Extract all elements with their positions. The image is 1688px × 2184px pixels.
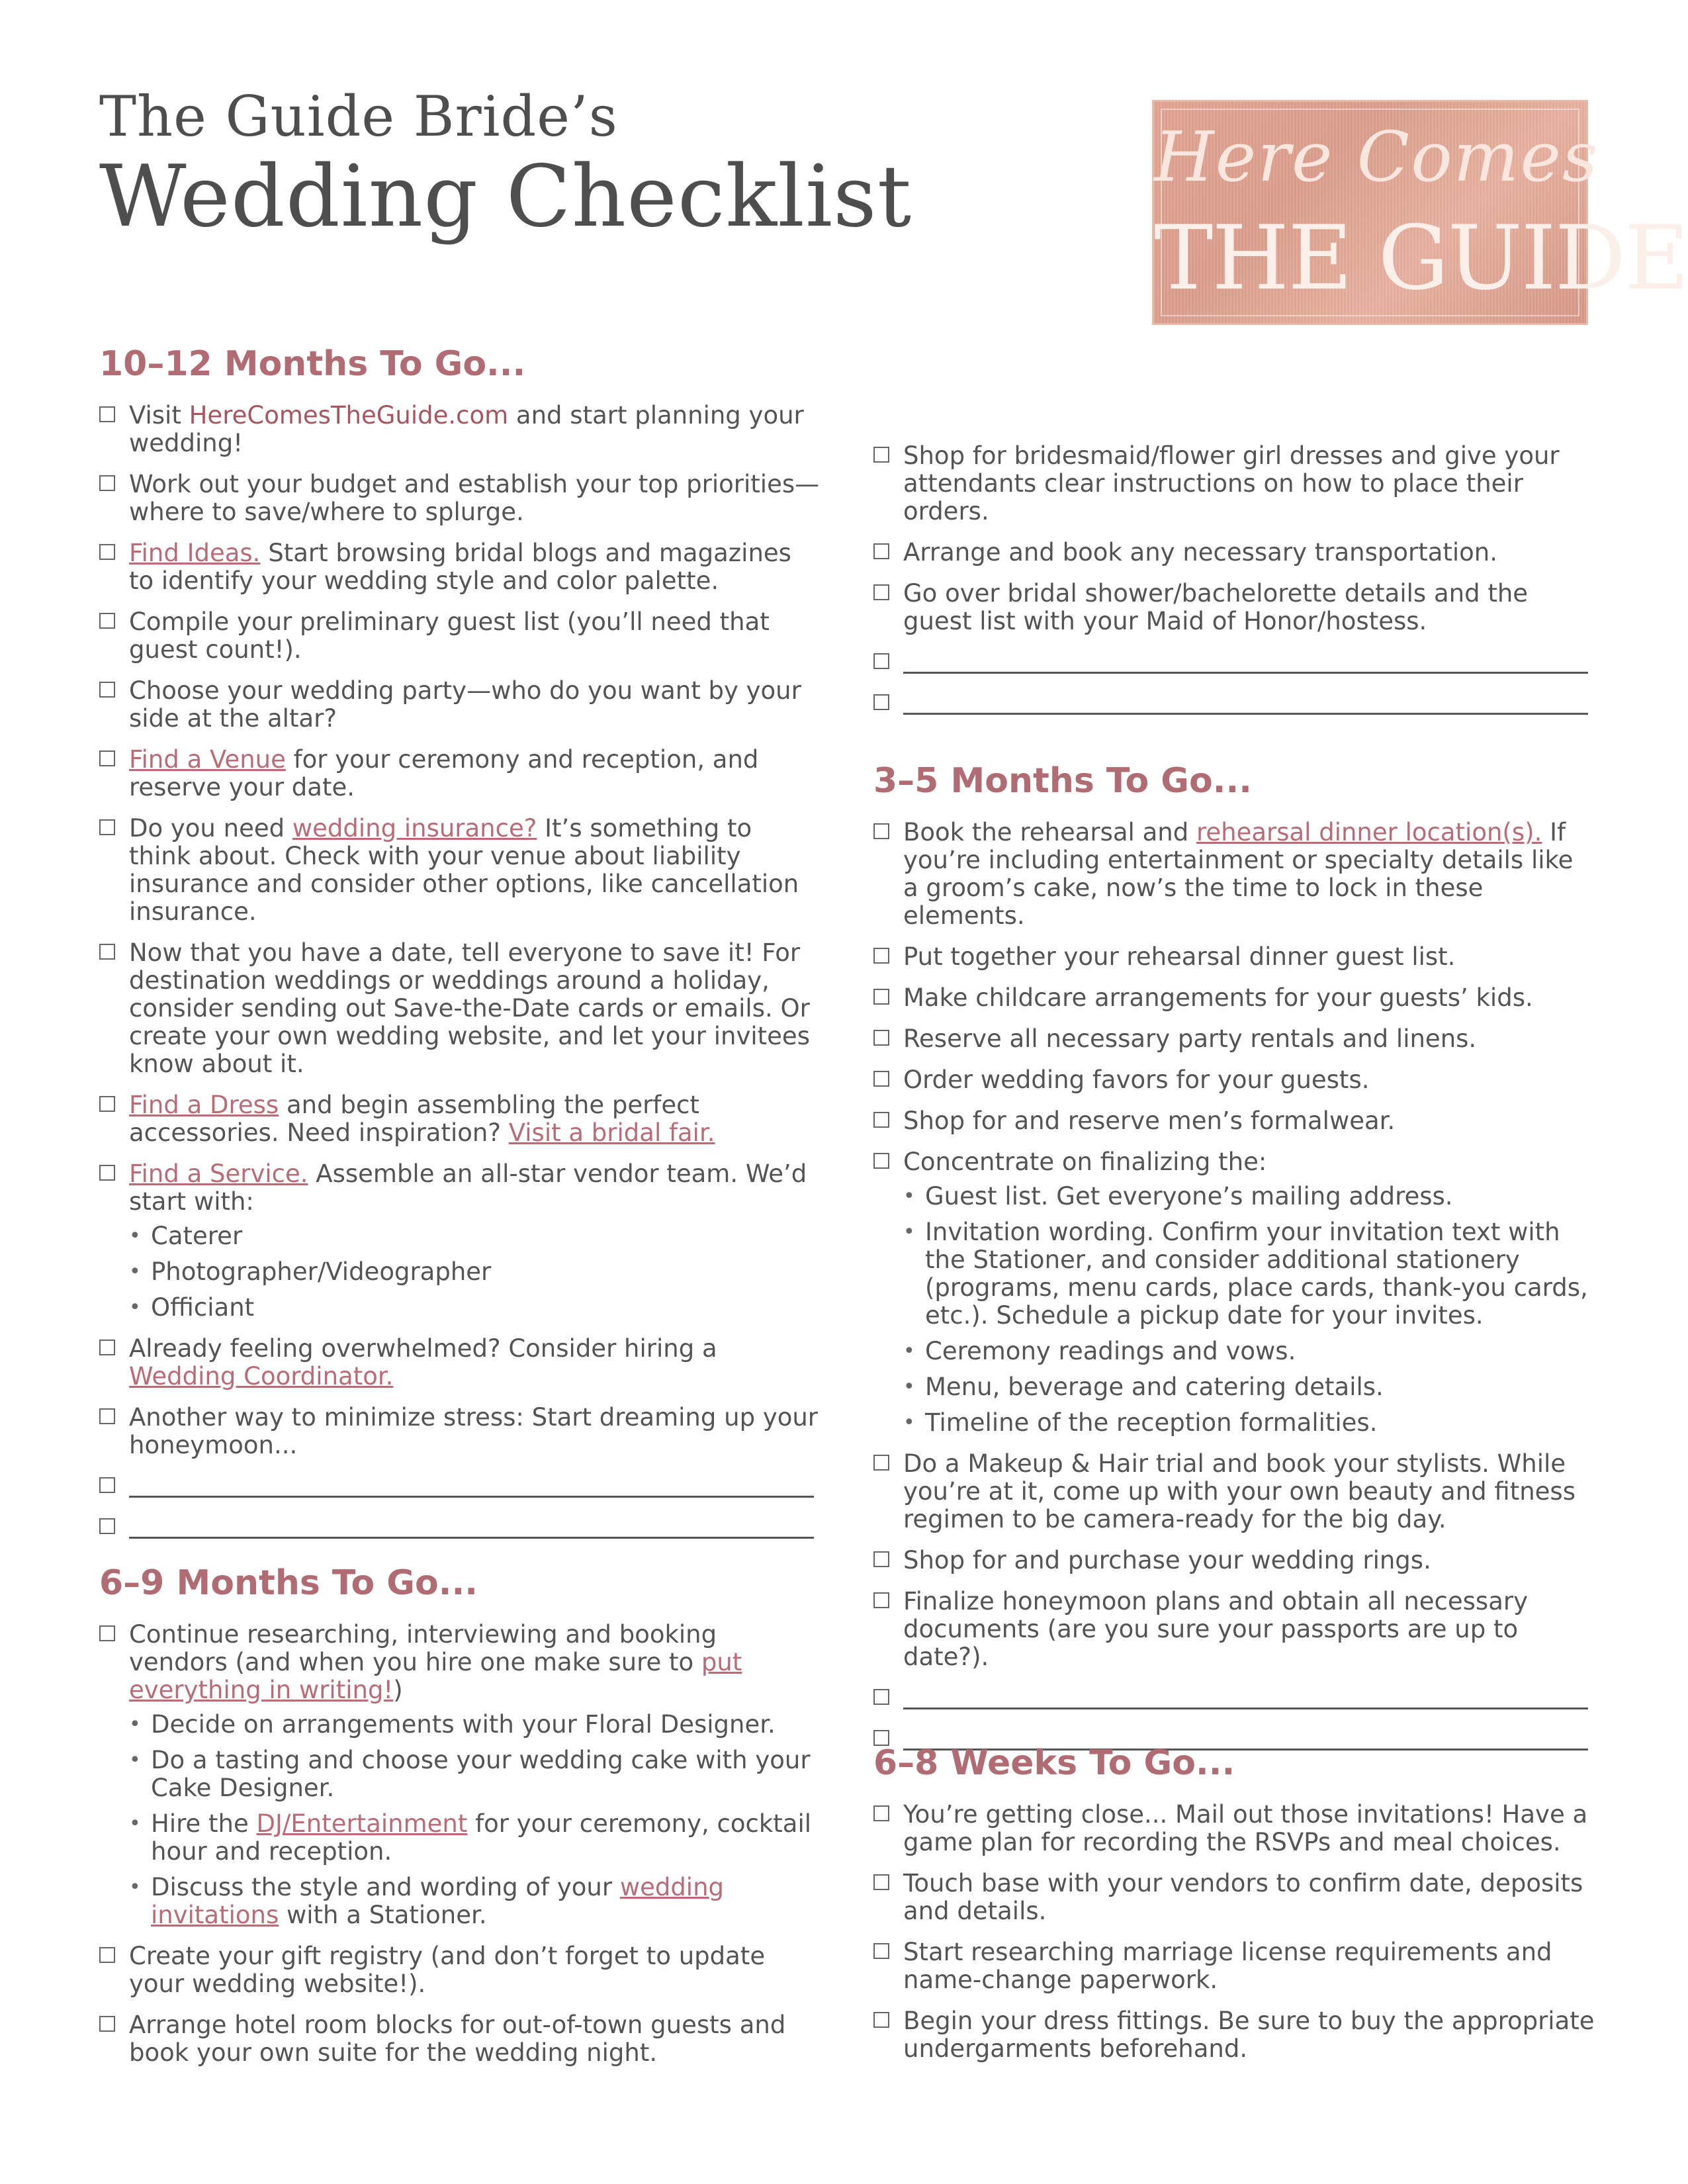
checkbox[interactable]	[873, 447, 889, 463]
checklist-item	[873, 1148, 1595, 1437]
checkbox[interactable]	[873, 584, 889, 600]
here-comes-the-guide-logo	[1152, 100, 1688, 325]
logo-main-text: THE GUIDE	[1154, 206, 1688, 310]
bullet-item	[129, 1874, 821, 1929]
item-text: and begin assembling the perfect accessories. Need inspiration?	[129, 1091, 699, 1147]
blank-checklist-item	[873, 690, 1595, 717]
item-text: Already feeling overwhelmed? Consider hiring a	[129, 1334, 717, 1363]
checklist-item	[99, 815, 821, 926]
checklist-item	[873, 1107, 1595, 1135]
item-text: Choose your wedding party—who do you want by your side at the altar?	[129, 676, 801, 733]
write-in-line[interactable]	[903, 713, 1588, 715]
blank-checklist-item	[99, 1473, 821, 1500]
item-text: Do a Makeup & Hair trial and book your stylists. While you’re at it, come up with your own beauty and fitness regimen to be camera-ready for the big day.	[903, 1449, 1576, 1533]
bullet-item	[129, 1810, 821, 1866]
item-text: Reserve all necessary party rentals and linens.	[903, 1024, 1477, 1053]
checklist-item	[99, 1942, 821, 1998]
item-text: Arrange hotel room blocks for out-of-town guests and book your own suite for the wedding night.	[129, 2011, 786, 2067]
checkbox[interactable]	[873, 823, 889, 839]
checklist-item	[99, 1091, 821, 1147]
item-text: for your ceremony and reception, and reserve your date.	[129, 745, 759, 801]
checkbox[interactable]	[873, 1551, 889, 1567]
checkbox[interactable]	[99, 613, 115, 629]
checklist-item	[99, 1621, 821, 1929]
item-text: Make childcare arrangements for your guests’ kids.	[903, 983, 1533, 1012]
bullet-item: • Guest list. Get everyone’s mailing address.	[903, 1183, 1595, 1210]
herecomestheguide-link[interactable]: HereComesTheGuide.com	[189, 401, 509, 430]
bullet-list	[129, 1711, 821, 1929]
checkbox[interactable]	[99, 2016, 115, 2032]
bullet-list	[903, 1183, 1595, 1437]
item-text: Go over bridal shower/bachelorette details and the guest list with your Maid of Honor/hostess.	[903, 579, 1529, 635]
checklist-item	[873, 1588, 1595, 1671]
checkbox[interactable]	[99, 1518, 115, 1534]
checkbox[interactable]	[99, 1625, 115, 1641]
bullet-item: • Officiant	[129, 1294, 821, 1322]
bullet-item: • Ceremony readings and vows.	[903, 1338, 1595, 1365]
bullet-item: • Menu, beverage and catering details.	[903, 1373, 1595, 1401]
checkbox[interactable]	[99, 1096, 115, 1112]
page-title: Wedding Checklist	[99, 148, 912, 246]
checkbox[interactable]	[873, 2012, 889, 2028]
find-a-dress-link[interactable]: Find a Dress	[129, 1091, 279, 1119]
checkbox[interactable]	[873, 653, 889, 669]
checkbox[interactable]	[873, 1689, 889, 1705]
checkbox[interactable]	[873, 989, 889, 1005]
checklist-item	[873, 943, 1595, 971]
checklist-item	[99, 677, 821, 733]
checkbox[interactable]	[873, 543, 889, 559]
checkbox[interactable]	[99, 1477, 115, 1493]
checkbox[interactable]	[99, 944, 115, 960]
checkbox[interactable]	[873, 1874, 889, 1890]
item-text: Book the rehearsal and	[903, 818, 1196, 846]
checklist-item	[873, 1066, 1595, 1094]
bullet-text: Discuss the style and wording of your	[151, 1873, 620, 1901]
checkbox[interactable]	[873, 948, 889, 964]
find-ideas-link[interactable]: Find Ideas.	[129, 539, 261, 567]
put-everything-in-writing-link[interactable]: put everything in writing!	[129, 1648, 742, 1704]
item-text: Do you need	[129, 814, 292, 842]
bullet-text: Do a tasting and choose your wedding cake with your Cake Designer.	[151, 1746, 811, 1802]
section-3-5-months	[873, 760, 1595, 1766]
dj-entertainment-link[interactable]: DJ/Entertainment	[256, 1809, 468, 1838]
checkbox[interactable]	[99, 1947, 115, 1963]
checklist-item	[99, 539, 821, 595]
checklist-item	[99, 1404, 821, 1459]
item-text: Shop for bridesmaid/flower girl dresses and give your attendants clear instructions on how to place their orders.	[903, 441, 1560, 525]
item-text: Arrange and book any necessary transportation.	[903, 538, 1498, 567]
checkbox[interactable]	[99, 1340, 115, 1355]
blank-checklist-item	[873, 649, 1595, 676]
section-6-9-months	[99, 1562, 821, 2080]
checklist-item	[873, 1450, 1595, 1533]
checklist-item	[99, 1160, 821, 1322]
item-text: Start researching marriage license requirements and name-change paperwork.	[903, 1938, 1552, 1994]
bullet-item: • Timeline of the reception formalities.	[903, 1409, 1595, 1437]
wedding-insurance-link[interactable]: wedding insurance?	[292, 814, 537, 842]
checklist-item	[99, 2011, 821, 2067]
wedding-coordinator-link[interactable]: Wedding Coordinator.	[129, 1362, 394, 1390]
checkbox[interactable]	[99, 682, 115, 698]
wedding-invitations-link[interactable]: wedding invitations	[151, 1873, 725, 1929]
checklist	[99, 402, 821, 1541]
item-text: Compile your preliminary guest list (you’ll need that guest count!).	[129, 608, 770, 664]
checklist-item	[873, 1870, 1595, 1925]
checkbox[interactable]	[873, 1153, 889, 1169]
item-text: You’re getting close... Mail out those invitations! Have a game plan for recording the RSVPs and meal choices.	[903, 1800, 1588, 1856]
item-text: Another way to minimize stress: Start dreaming up your honeymoon...	[129, 1403, 819, 1459]
item-text: Continue researching, interviewing and booking vendors (and when you hire one make sure to	[129, 1620, 717, 1676]
rehearsal-dinner-location-link[interactable]: rehearsal dinner location(s).	[1196, 818, 1542, 846]
item-text: Concentrate on finalizing the:	[903, 1148, 1267, 1176]
item-text: Now that you have a date, tell everyone to save it! For destination weddings or weddings around a holiday, consider sending out Save-the-Date cards or emails. Or create your own wedding website, and let your invitees know about it.	[129, 938, 810, 1078]
find-a-service-link[interactable]: Find a Service.	[129, 1160, 308, 1188]
blank-checklist-item	[99, 1514, 821, 1541]
find-a-venue-link[interactable]: Find a Venue	[129, 745, 286, 774]
item-text: Start browsing bridal blogs and magazines to identify your wedding style and color palette.	[129, 539, 791, 595]
checkbox[interactable]	[99, 1408, 115, 1424]
visit-bridal-fair-link[interactable]: Visit a bridal fair.	[508, 1118, 715, 1147]
checkbox[interactable]	[873, 1455, 889, 1471]
item-text: If you’re including entertainment or specialty details like a groom’s cake, now’s the time to lock in these elements.	[903, 818, 1574, 930]
checkbox[interactable]	[873, 1592, 889, 1608]
checklist-item	[873, 819, 1595, 930]
checklist-item	[99, 471, 821, 526]
checkbox[interactable]	[99, 819, 115, 835]
bullet-text: Decide on arrangements with your Floral Designer.	[151, 1710, 776, 1739]
bullet-item: • Caterer	[129, 1222, 821, 1250]
bullet-item	[129, 1747, 821, 1802]
checkbox[interactable]	[873, 694, 889, 710]
section-heading: 10–12 Months To Go...	[99, 344, 526, 384]
checklist	[873, 442, 1595, 717]
checklist-item	[99, 1335, 821, 1390]
item-text: Touch base with your vendors to confirm date, deposits and details.	[903, 1869, 1583, 1925]
checkbox[interactable]	[873, 1943, 889, 1959]
checklist-item	[873, 539, 1595, 567]
section-6-8-weeks	[873, 1742, 1595, 2076]
page-subtitle: The Guide Bride’s	[99, 84, 618, 149]
write-in-line[interactable]	[129, 1496, 814, 1498]
bullet-text: with a Stationer.	[279, 1901, 487, 1929]
write-in-line[interactable]	[129, 1537, 814, 1539]
section-heading: 3–5 Months To Go...	[873, 761, 1252, 801]
section-6-9-months-continued	[873, 442, 1595, 731]
item-text: Visit	[129, 401, 189, 430]
bullet-list	[129, 1222, 821, 1322]
item-text: Work out your budget and establish your top priorities—where to save/where to splurge.	[129, 470, 820, 526]
checklist	[99, 1621, 821, 2067]
bullet-item	[129, 1711, 821, 1739]
checklist-item	[99, 402, 821, 457]
bullet-item: • Photographer/Videographer	[129, 1258, 821, 1286]
checklist	[873, 819, 1595, 1753]
checklist-item	[873, 1025, 1595, 1053]
checklist-item	[99, 939, 821, 1078]
checkbox[interactable]	[99, 1165, 115, 1181]
write-in-line[interactable]	[903, 1707, 1588, 1709]
checkbox[interactable]	[873, 1112, 889, 1128]
checkbox[interactable]	[873, 1030, 889, 1046]
checklist-item	[873, 1801, 1595, 1856]
item-text: It’s something to think about. Check with your venue about liability insurance and consider other options, like cancellation insurance.	[129, 814, 799, 926]
item-text: Create your gift registry (and don’t forget to update your wedding website!).	[129, 1942, 766, 1998]
checklist-item	[873, 984, 1595, 1012]
bullet-text: Hire the	[151, 1809, 257, 1838]
item-text: and start planning your wedding!	[129, 401, 804, 457]
blank-checklist-item	[873, 1684, 1595, 1712]
bullet-text: for your ceremony, cocktail hour and reception.	[151, 1809, 812, 1866]
checklist-item	[873, 1938, 1595, 1994]
checkbox[interactable]	[99, 544, 115, 560]
section-heading: 6–8 Weeks To Go...	[873, 1743, 1235, 1783]
checklist-item	[99, 608, 821, 664]
logo-script-text: Here Comes	[1154, 116, 1599, 197]
checklist-item	[873, 580, 1595, 635]
checkbox[interactable]	[99, 475, 115, 491]
checklist	[873, 1801, 1595, 2063]
item-text: Finalize honeymoon plans and obtain all necessary documents (are you sure your passports are up to date?).	[903, 1587, 1528, 1671]
write-in-line[interactable]	[903, 672, 1588, 674]
checkbox[interactable]	[873, 1805, 889, 1821]
item-text: )	[393, 1676, 403, 1704]
section-10-12-months	[99, 343, 821, 1555]
item-text: Put together your rehearsal dinner guest list.	[903, 942, 1456, 971]
checkbox[interactable]	[99, 751, 115, 766]
checkbox[interactable]	[99, 406, 115, 422]
bullet-item: • Invitation wording. Confirm your invitation text with the Stationer, and consider additional stationery (programs, menu cards, place cards, thank-you cards, etc.). Schedule a pickup date for your invites.	[903, 1218, 1595, 1330]
item-text: Begin your dress fittings. Be sure to buy the appropriate undergarments beforehand.	[903, 2007, 1595, 2063]
section-heading: 6–9 Months To Go...	[99, 1563, 478, 1603]
item-text: Order wedding favors for your guests.	[903, 1066, 1370, 1094]
item-text: Shop for and reserve men’s formalwear.	[903, 1107, 1396, 1135]
item-text: Assemble an all-star vendor team. We’d start with:	[129, 1160, 807, 1216]
item-text: Shop for and purchase your wedding rings.	[903, 1546, 1431, 1574]
checkbox[interactable]	[873, 1071, 889, 1087]
checklist-item	[873, 442, 1595, 525]
checklist-item	[99, 746, 821, 801]
checklist-item	[873, 1547, 1595, 1574]
checklist-item	[873, 2007, 1595, 2063]
